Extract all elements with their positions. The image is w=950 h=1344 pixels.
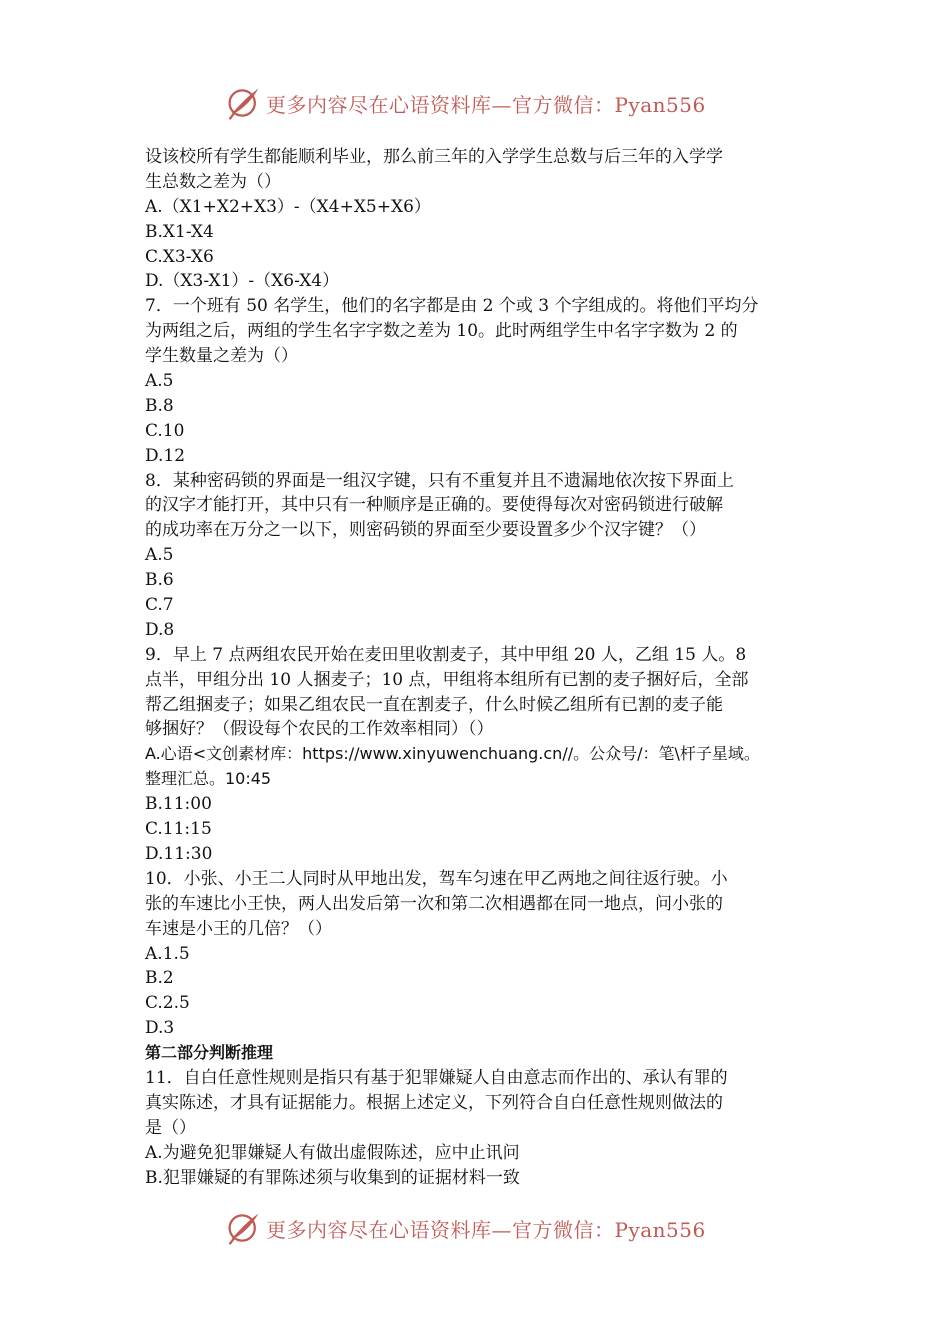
option-line: C.2.5 [145,993,190,1014]
option-line: A.心语<文创素材库：https://www.xinyuwenchuang.cn//。公众号/：笔\杆子星域。 [145,744,760,764]
text-line: 真实陈述，才具有证据能力。根据上述定义，下列符合自白任意性规则做法的 [145,1092,723,1113]
section-heading: 第二部分判断推理 [145,1043,274,1063]
text-line: 点半，甲组分出 10 人捆麦子；10 点，甲组将本组所有已割的麦子捆好后，全部 [145,669,749,690]
footer-banner [226,1208,726,1248]
text-line: 车速是小王的几倍？（） [145,918,332,939]
option-line: A.5 [145,545,174,566]
option-line: B.X1-X4 [145,221,214,242]
text-line: 张的车速比小王快，两人出发后第一次和第二次相遇都在同一地点，问小张的 [145,893,723,914]
option-line: B.2 [145,968,174,989]
option-line: A.1.5 [145,943,190,964]
question-line: 10．小张、小王二人同时从甲地出发，驾车匀速在甲乙两地之间往返行驶。小 [145,868,728,889]
quill-pen-logo-icon [226,1210,262,1246]
text-line: 的成功率在万分之一以下，则密码锁的界面至少要设置多少个汉字键？（） [145,520,706,541]
option-line: A.为避免犯罪嫌疑人有做出虚假陈述，应中止讯问 [145,1142,520,1163]
option-line: D.8 [145,619,175,640]
option-line: D.11:30 [145,843,213,864]
document-body [145,145,810,1190]
question-line: 7．一个班有 50 名学生，他们的名字都是由 2 个或 3 个字组成的。将他们平均分 [145,296,759,317]
text-line: 帮乙组捆麦子；如果乙组农民一直在割麦子，什么时候乙组所有已割的麦子能 [145,694,723,715]
option-line: D.12 [145,445,186,466]
option-line: B.犯罪嫌疑的有罪陈述须与收集到的证据材料一致 [145,1167,520,1188]
question-line: 9．早上 7 点两组农民开始在麦田里收割麦子，其中甲组 20 人，乙组 15 人。8 [145,644,747,665]
option-line: D.（X3-X1）-（X6-X4） [145,271,340,292]
text-line: 为两组之后，两组的学生名字字数之差为 10。此时两组学生中名字字数为 2 的 [145,321,738,342]
option-line: C.X3-X6 [145,246,214,267]
header-banner [226,83,726,123]
question-line: 11．自白任意性规则是指只有基于犯罪嫌疑人自由意志而作出的、承认有罪的 [145,1067,728,1088]
option-line: B.8 [145,395,174,416]
option-line: C.11:15 [145,819,212,840]
text-line: 学生数量之差为（） [145,346,298,367]
text-line: 够捆好？（假设每个农民的工作效率相同）（） [145,719,494,740]
text-line: 生总数之差为（） [145,171,281,192]
question-line: 8．某种密码锁的界面是一组汉字键，只有不重复并且不遗漏地依次按下界面上 [145,470,734,491]
option-line: D.3 [145,1018,175,1039]
text-line: 设该校所有学生都能顺利毕业，那么前三年的入学学生总数与后三年的入学学 [145,147,723,167]
text-line: 的汉字才能打开，其中只有一种顺序是正确的。要使得每次对密码锁进行破解 [145,495,723,516]
option-line: A.5 [145,371,174,392]
banner-text: 更多内容尽在心语资料库—官方微信：Pyan556 [266,92,706,117]
option-line: A.（X1+X2+X3）-（X4+X5+X6） [145,196,431,217]
text-line: 是（） [145,1117,196,1138]
option-line: C.10 [145,420,185,441]
option-line: B.11:00 [145,794,212,815]
option-line: 整理汇总。10:45 [145,769,272,789]
option-line: B.6 [145,570,174,591]
option-line: C.7 [145,595,174,616]
banner-text: 更多内容尽在心语资料库—官方微信：Pyan556 [266,1217,706,1242]
quill-pen-logo-icon [226,85,262,121]
